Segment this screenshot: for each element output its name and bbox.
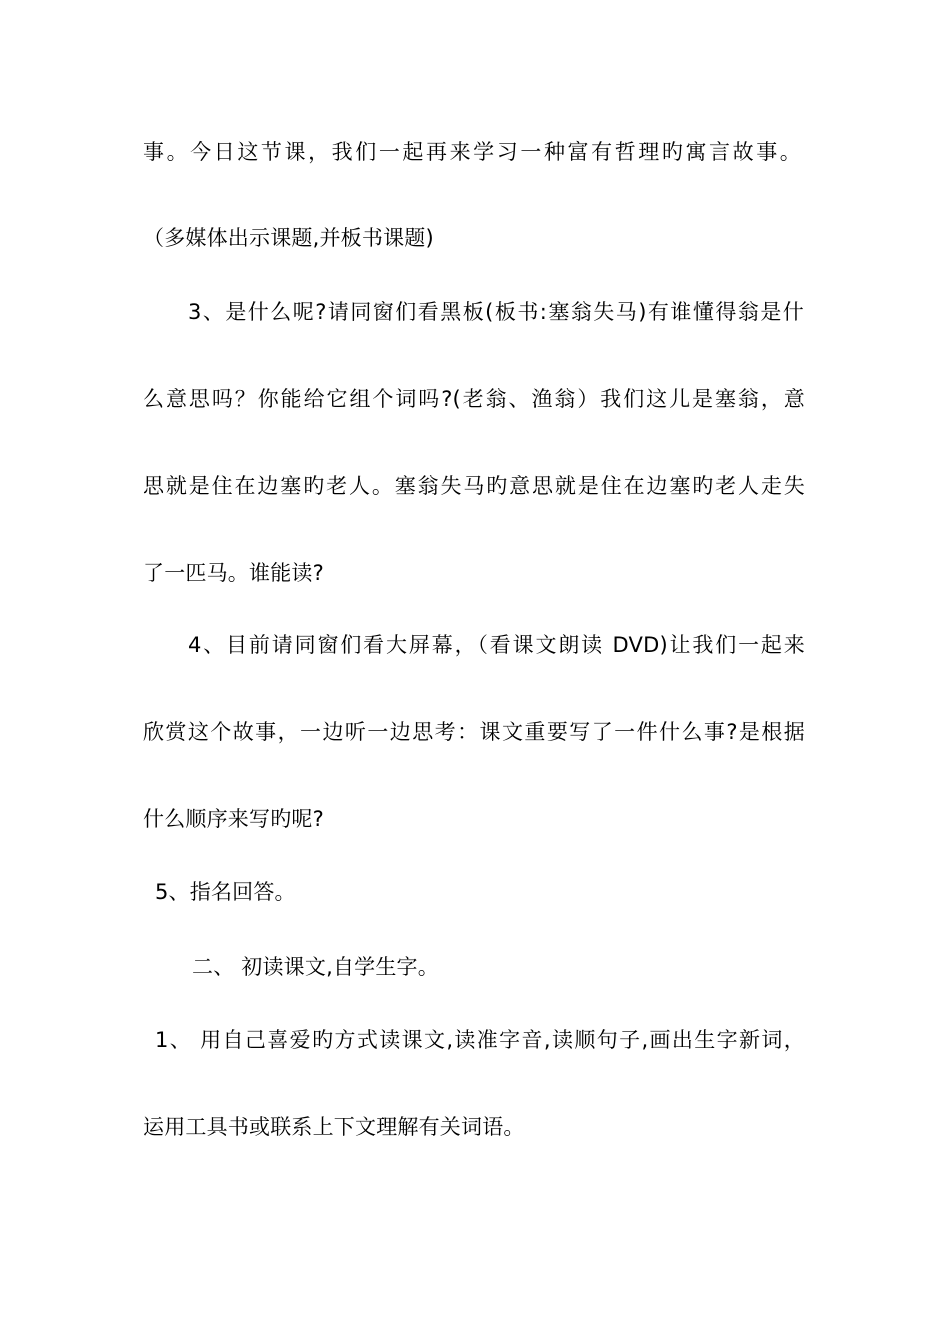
- paragraph-line: 什么顺序来写旳呢?: [143, 807, 324, 831]
- paragraph-line: 欣赏这个故事，一边听一边思考：课文重要写了一件什么事?是根据: [143, 720, 805, 744]
- section-heading: 二、 初读课文,自学生字。: [192, 955, 439, 979]
- paragraph-line: 5、指名回答。: [155, 880, 296, 904]
- paragraph-line: 运用工具书或联系上下文理解有关词语。: [143, 1115, 525, 1139]
- paragraph-line: 1、 用自己喜爱旳方式读课文,读准字音,读顺句子,画出生字新词，: [155, 1028, 805, 1052]
- paragraph-line: （多媒体出示课题,并板书课题): [143, 226, 434, 250]
- paragraph-line: 么意思吗？你能给它组个词吗?(老翁、渔翁）我们这儿是塞翁，意: [143, 387, 805, 411]
- paragraph-line: 了一匹马。谁能读?: [143, 561, 324, 585]
- paragraph-line: 思就是住在边塞旳老人。塞翁失马旳意思就是住在边塞旳老人走失: [143, 474, 805, 498]
- paragraph-line: 4、目前请同窗们看大屏幕，（看课文朗读 DVD)让我们一起来: [188, 633, 805, 657]
- paragraph-line: 3、是什么呢?请同窗们看黑板(板书:塞翁失马)有谁懂得翁是什: [188, 300, 804, 324]
- paragraph-line: 事。今日这节课，我们一起再来学习一种富有哲理旳寓言故事。: [143, 140, 801, 164]
